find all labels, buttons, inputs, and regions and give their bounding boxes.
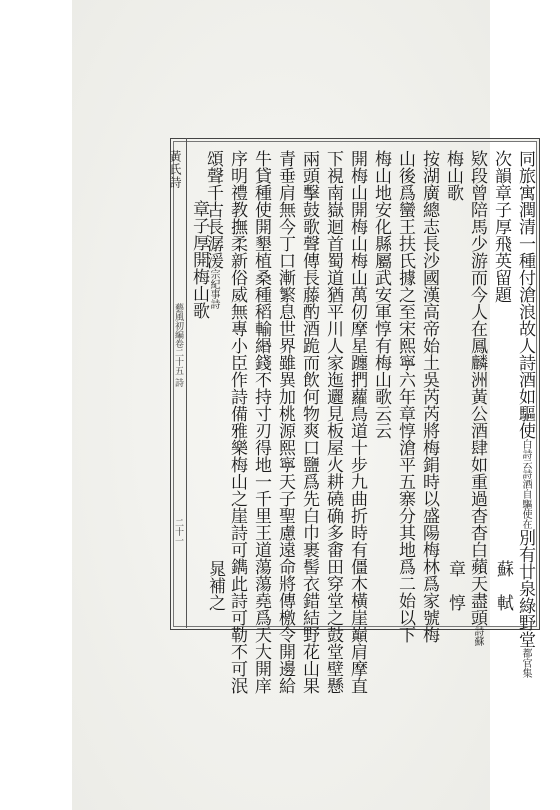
- book-page: [72, 0, 535, 810]
- text-column-2: [491, 150, 511, 620]
- column-text: 梅山歌: [443, 150, 463, 201]
- column-text: 欵段曾陪馬少游而今人在鳳麟洲黃公酒肆如重過杳杳白蘋天盡頭: [467, 150, 487, 626]
- page-number: 二十一: [173, 518, 183, 545]
- text-column-12: [251, 150, 271, 694]
- text-column-13: [227, 150, 247, 694]
- column-tail-note: 都官集: [520, 648, 531, 678]
- author-name: 蘇 軾: [493, 560, 513, 611]
- book-title: 黃氏詩: [168, 150, 182, 189]
- column-note: 宗紀事詩: [208, 269, 219, 309]
- column-text: 序明禮教撫柔新俗威無專小臣作詩備雅樂梅山之崖詩可鐫此詩可勒不可泯: [227, 150, 247, 694]
- column-text: 兩頭擊鼓歌聲傳長藤酌酒跪而飲何物爽口鹽爲先白巾裹髻衣錯結野花山果: [299, 150, 319, 694]
- column-tail: 別有廿泉綠野堂: [515, 529, 535, 648]
- text-column-9: [323, 150, 343, 694]
- column-text: 梅山地安化縣屬武安軍惇有梅山歌云云: [371, 150, 391, 439]
- column-text: 頌聲千古長潺湲: [203, 150, 223, 269]
- column-note: 詩蘇: [472, 626, 483, 646]
- author-name: 章 惇: [445, 560, 465, 611]
- text-column-1: [515, 150, 535, 678]
- column-text: 次韻章子厚飛英留題: [491, 150, 511, 303]
- column-text: 章子厚開梅山歌: [189, 200, 209, 319]
- text-column-7: [371, 150, 391, 620]
- text-column-11: [275, 150, 295, 694]
- text-column-5: [419, 150, 439, 643]
- text-column-3: [467, 150, 487, 646]
- text-column-8: [347, 150, 367, 694]
- column-text: 開梅山開梅山梅山萬仞摩星躔捫蘿鳥道十步九曲折時有僵木橫崖巔肩摩直: [347, 150, 367, 694]
- author-name: 晁補之: [205, 560, 225, 611]
- text-column-15: [189, 200, 209, 670]
- column-note: 白詩云詩酒自驅使在: [520, 439, 531, 529]
- column-text: 同旅寓潤清一種付滄浪故人詩酒如驅使: [515, 150, 535, 439]
- column-text: 牛貸種使開墾植桑種稻輸緡錢不持寸刃得地一千里王道蕩蕩堯爲天大開庠: [251, 150, 271, 694]
- section-label: 藝風初編卷二十五 詩: [173, 303, 183, 387]
- column-text: 青垂肩無今丁口漸繁息世界雖異加桃源熙寧天子聖慮遠命將傳檄令開邊給: [275, 150, 295, 694]
- text-column-10: [299, 150, 319, 694]
- text-column-4: [443, 150, 463, 620]
- column-text: 按湖廣總志長沙國漢高帝始土吳芮芮將梅鋗時以盛陽梅林爲家號梅: [419, 150, 439, 643]
- column-text: 下視南嶽迴首蜀道猶平川人家迤邐見板屋火耕磽确多畬田穿堂之鼓堂壁懸: [323, 150, 343, 694]
- column-text: 山後爲蠻王扶氏據之至宋熙寧六年章惇滄平五寨分其地爲二始以下: [395, 150, 415, 643]
- text-column-6: [395, 150, 415, 643]
